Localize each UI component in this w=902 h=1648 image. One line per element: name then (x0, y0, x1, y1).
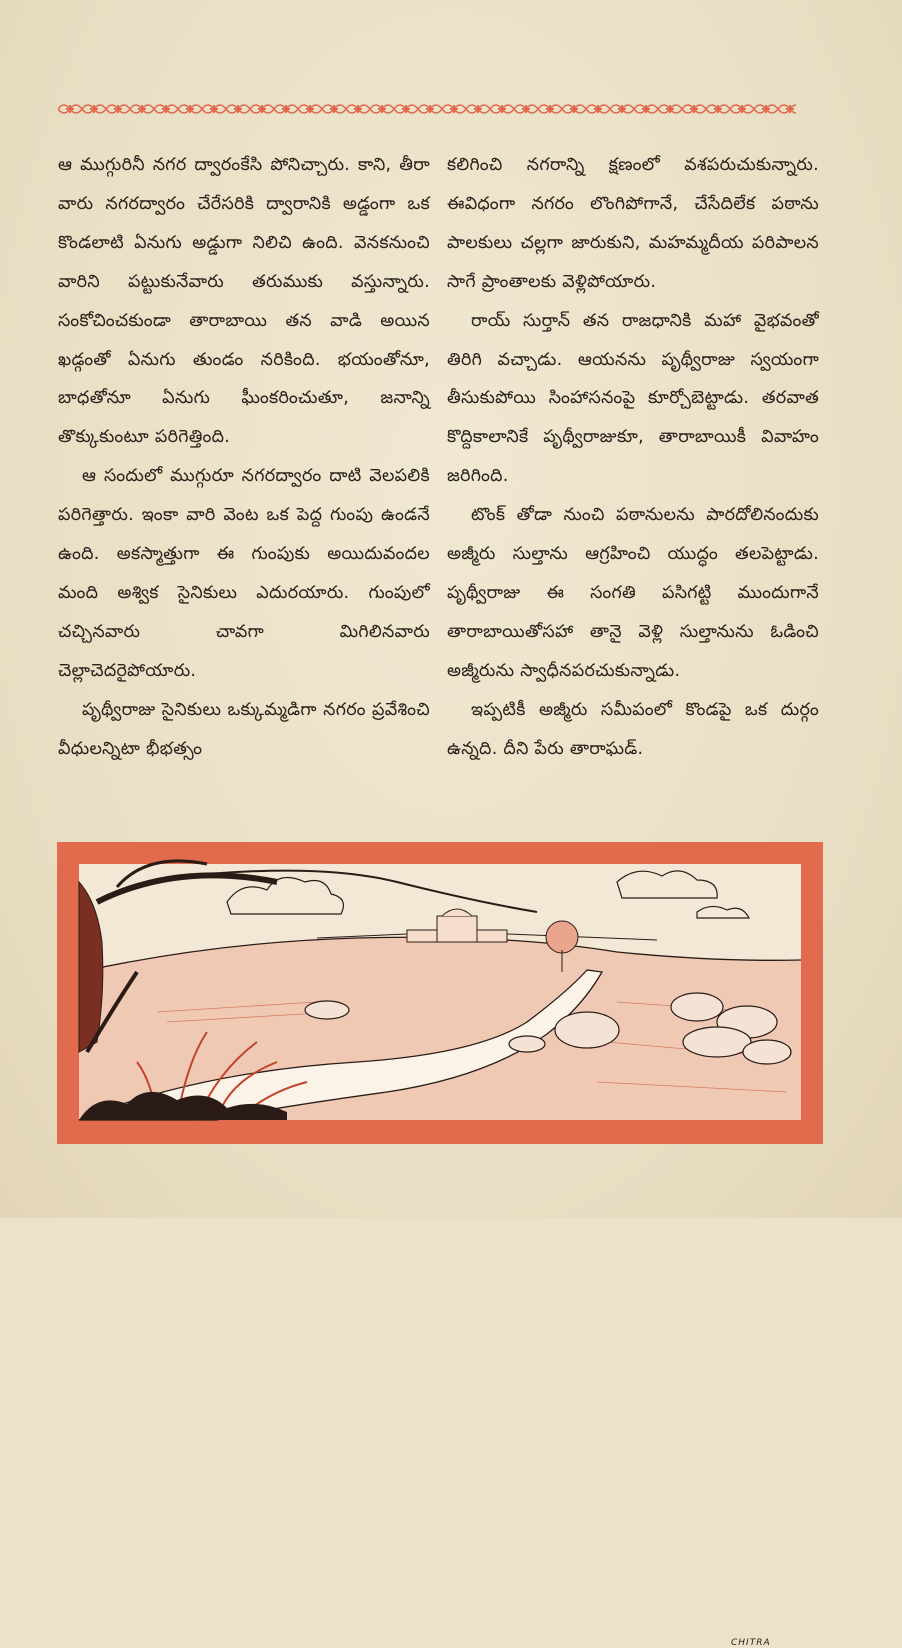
paragraph: పృథ్వీరాజు సైనికులు ఒక్కుమ్మడిగా నగరం ప్రవేశించి వీధులన్నిటా భీభత్సం (58, 699, 430, 759)
artist-signature: CHITRA (731, 1638, 771, 1648)
paragraph: టొంక్ తోడా నుంచి పఠానులను పారదోలినందుకు అజ్మీరు సుల్తాను ఆగ్రహించి యుద్ధం తలపెట్టాడు. పృథ్వీరాజు ఈ సంగతి పసిగట్టి ముందుగానే తారాబాయితోసహా తానై వెళ్లి సుల్తానును ఓడించి అజ్మీరును స్వాధీనపరచుకున్నాడు. (447, 505, 819, 681)
paragraph: ఇప్పటికీ అజ్మీరు సమీపంలో కొండపై ఒక దుర్గం ఉన్నది. దీని పేరు తారాఘడ్. (447, 699, 819, 759)
right-column (447, 146, 819, 769)
landscape-illustration (57, 842, 823, 1648)
ornament-pattern (58, 98, 796, 120)
decorative-border (58, 98, 796, 120)
paragraph: కలిగించి నగరాన్ని క్షణంలో వశపరుచుకున్నారు. ఈవిధంగా నగరం లొంగిపోగానే, చేసేదిలేక పఠాను పాలకులు చల్లగా జారుకుని, మహమ్మదీయ పరిపాలన సాగే ప్రాంతాలకు వెళ్లిపోయారు. (447, 155, 819, 292)
left-column (58, 146, 430, 769)
paragraph: ఆ సందులో ముగ్గురూ నగరద్వారం దాటి వెలపలికి పరిగెత్తారు. ఇంకా వారి వెంట ఒక పెద్ద గుంపు ఉండనే ఉంది. అకస్మాత్తుగా ఈ గుంపుకు అయిదువందల మంది అశ్విక సైనికులు ఎదురయారు. గుంపులో చచ్చినవారు చావగా మిగిలినవారు చెల్లాచెదరైపోయారు. (58, 466, 430, 681)
paragraph: రాయ్ సుర్తాన్ తన రాజధానికి మహా వైభవంతో తిరిగి వచ్చాడు. ఆయనను పృథ్వీరాజు స్వయంగా తీసుకుపోయి సింహాసనంపై కూర్చోబెట్టాడు. తరవాత కొద్దికాలానికే పృథ్వీరాజుకూ, తారాబాయికీ వివాహం జరిగింది. (447, 310, 819, 487)
fort-landscape-image (57, 842, 823, 1144)
paragraph: ఆ ముగ్గురినీ నగర ద్వారంకేసి పోనిచ్చారు. కాని, తీరా వారు నగరద్వారం చేరేసరికి ద్వారానికి అడ్డంగా ఒక కొండలాటి ఏనుగు అడ్డుగా నిలిచి ఉంది. వెనకనుంచి వారిని పట్టుకునేవారు తరుముకు వస్తున్నారు. సంకోచించకుండా తారాబాయి తన వాడి అయిన ఖడ్గంతో ఏనుగు తుండం నరికింది. భయంతోనూ, బాధతోనూ ఏనుగు ఘీంకరించుతూ, జనాన్ని తొక్కుకుంటూ పరిగెత్తింది. (58, 155, 430, 448)
